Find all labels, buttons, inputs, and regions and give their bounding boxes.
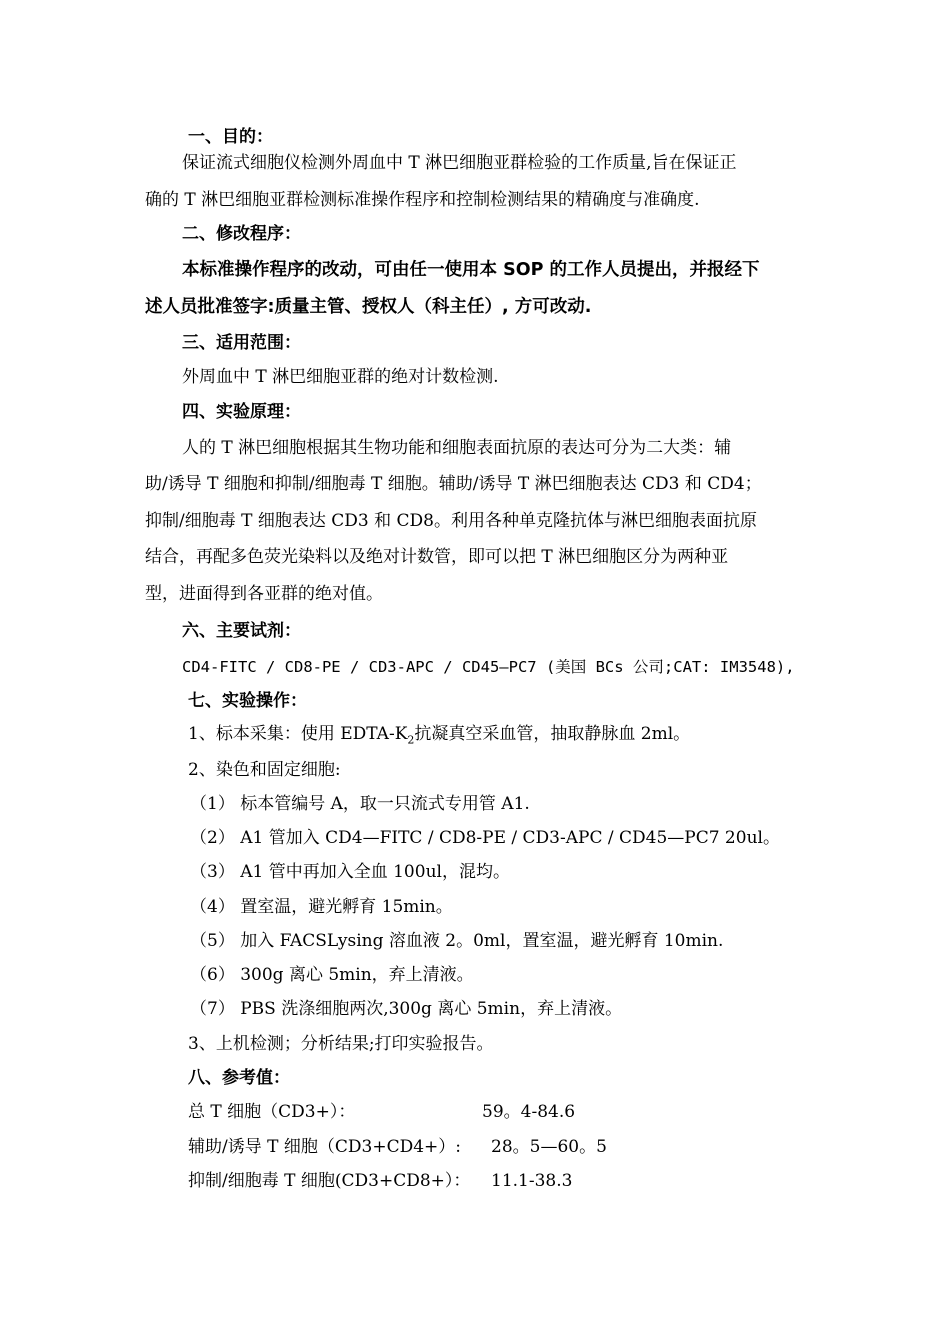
reference-value: 11.1-38.3 (491, 1171, 573, 1191)
step-text: 1、标本采集：使用 EDTA-K (188, 724, 408, 744)
procedure-step: 3、上机检测；分析结果;打印实验报告。 (188, 1034, 494, 1054)
procedure-substep: （5） 加入 FACSLysing 溶血液 2。0ml，置室温，避光孵育 10min. (190, 931, 724, 951)
reference-value: 28。5—60。5 (491, 1137, 607, 1157)
procedure-substep: （4） 置室温，避光孵育 15min。 (190, 897, 453, 917)
section-heading-purpose: 一、目的： (188, 127, 273, 147)
procedure-step: 2、染色和固定细胞: (188, 760, 341, 780)
paragraph-line: 述人员批准签字:质量主管、授权人（科主任）, 方可改动. (145, 297, 592, 317)
paragraph-line: 结合，再配多色荧光染料以及绝对计数管，即可以把 T 淋巴细胞区分为两种亚 (145, 547, 729, 567)
procedure-substep: （2） A1 管加入 CD4—FITC / CD8-PE / CD3-APC / CD45—PC7 20ul。 (190, 828, 780, 848)
step-text: 抗凝真空采血管，抽取静脉血 2ml。 (414, 724, 691, 744)
paragraph-line: 外周血中 T 淋巴细胞亚群的绝对计数检测. (182, 367, 499, 387)
section-heading-principle: 四、实验原理： (182, 402, 301, 422)
procedure-substep: （3） A1 管中再加入全血 100ul，混均。 (190, 862, 510, 882)
section-heading-procedure: 七、实验操作： (188, 691, 307, 711)
paragraph-line: 本标准操作程序的改动，可由任一使用本 SOP 的工作人员提出，并报经下 (182, 260, 760, 280)
paragraph-line: 型，进面得到各亚群的绝对值。 (145, 584, 383, 604)
paragraph-line: 确的 T 淋巴细胞亚群检测标准操作程序和控制检测结果的精确度与准确度. (145, 190, 700, 210)
procedure-step (188, 723, 690, 751)
paragraph-line: 抑制/细胞毒 T 细胞表达 CD3 和 CD8。利用各种单克隆抗体与淋巴细胞表面抗原 (145, 511, 757, 531)
reference-label: 抑制/细胞毒 T 细胞(CD3+CD8+）： (188, 1171, 471, 1191)
subscript: 2 (407, 733, 415, 747)
reference-value: 59。4-84.6 (482, 1102, 576, 1122)
paragraph-line: 保证流式细胞仪检测外周血中 T 淋巴细胞亚群检验的工作质量,旨在保证正 (182, 153, 737, 173)
procedure-substep: （1） 标本管编号 A，取一只流式专用管 A1. (190, 794, 530, 814)
reference-label: 总 T 细胞（CD3+）： (188, 1102, 356, 1122)
paragraph-line: CD4-FITC / CD8-PE / CD3-APC / CD45—PC7 (美国 BCs 公司;CAT: IM3548), (182, 658, 795, 676)
section-heading-scope: 三、适用范围： (182, 333, 301, 353)
reference-label: 辅助/诱导 T 细胞（CD3+CD4+）: (188, 1137, 461, 1157)
procedure-substep: （6） 300g 离心 5min，弃上清液。 (190, 965, 474, 985)
paragraph-line: 助/诱导 T 细胞和抑制/细胞毒 T 细胞。辅助/诱导 T 淋巴细胞表达 CD3 和 CD4； (145, 474, 762, 494)
procedure-substep: （7） PBS 洗涤细胞两次,300g 离心 5min，弃上清液。 (190, 999, 623, 1019)
section-heading-reference: 八、参考值： (188, 1068, 290, 1088)
section-heading-reagents: 六、主要试剂： (182, 621, 301, 641)
paragraph-line: 人的 T 淋巴细胞根据其生物功能和细胞表面抗原的表达可分为二大类：辅 (182, 438, 732, 458)
section-heading-revision: 二、修改程序： (182, 224, 301, 244)
